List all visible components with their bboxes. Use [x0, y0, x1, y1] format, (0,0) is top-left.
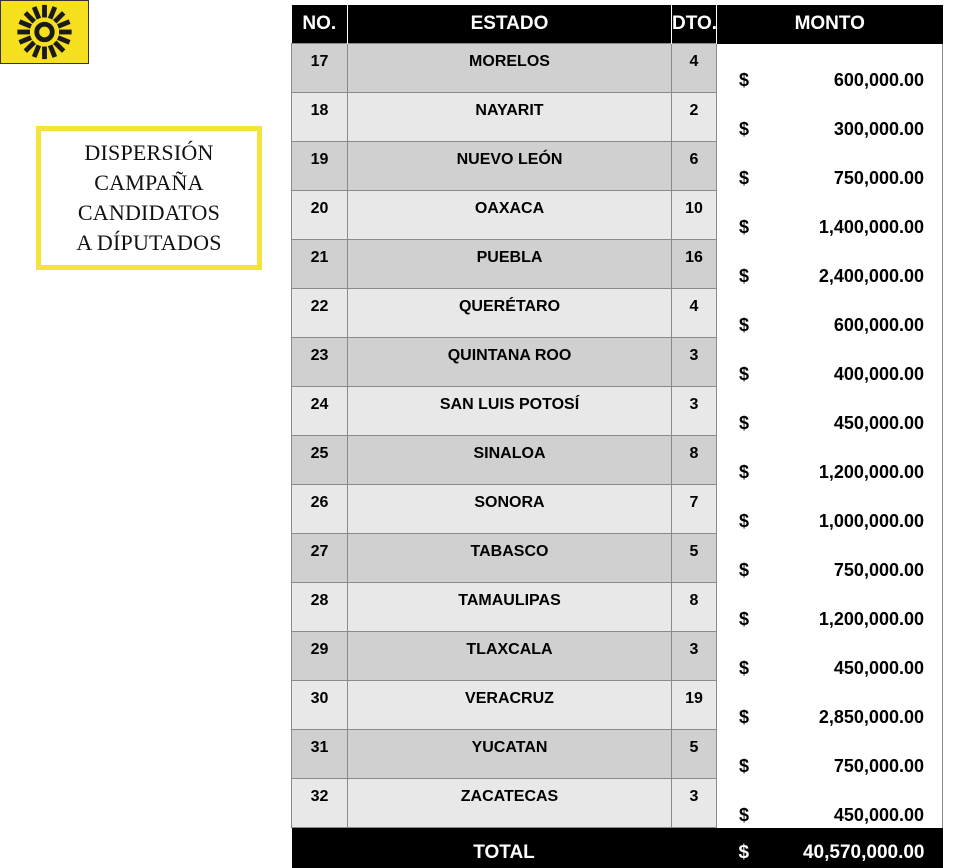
cell-currency: $ [717, 168, 749, 189]
cell-no: 21 [292, 240, 348, 289]
cell-monto-value: 750,000.00 [834, 756, 942, 777]
header-estado: ESTADO [348, 5, 672, 44]
cell-dto: 16 [672, 240, 717, 289]
cell-no: 17 [292, 44, 348, 93]
cell-monto-value: 450,000.00 [834, 658, 942, 679]
cell-estado: TABASCO [348, 534, 672, 583]
cell-currency: $ [717, 462, 749, 483]
cell-estado: TAMAULIPAS [348, 583, 672, 632]
cell-estado: TLAXCALA [348, 632, 672, 681]
page-title: DISPERSIÓN CAMPAÑA CANDIDATOS A DÍPUTADOS [76, 138, 221, 258]
total-row [292, 828, 943, 868]
cell-currency: $ [717, 364, 749, 385]
cell-dto: 3 [672, 338, 717, 387]
cell-estado: NUEVO LEÓN [348, 142, 672, 191]
cell-dto: 3 [672, 387, 717, 436]
aztec-sun-icon [1, 1, 88, 63]
cell-currency: $ [717, 805, 749, 826]
logo [0, 0, 89, 64]
cell-currency: $ [717, 609, 749, 630]
table-row [292, 338, 943, 387]
cell-dto: 3 [672, 779, 717, 828]
table-row [292, 632, 943, 681]
cell-estado: MORELOS [348, 44, 672, 93]
cell-dto: 7 [672, 485, 717, 534]
cell-estado: SONORA [348, 485, 672, 534]
cell-estado: YUCATAN [348, 730, 672, 779]
cell-currency: $ [717, 119, 749, 140]
cell-monto-value: 2,850,000.00 [819, 707, 942, 728]
cell-monto [717, 779, 943, 828]
cell-dto: 4 [672, 44, 717, 93]
cell-monto-value: 450,000.00 [834, 413, 942, 434]
cell-dto: 4 [672, 289, 717, 338]
cell-no: 20 [292, 191, 348, 240]
cell-no: 28 [292, 583, 348, 632]
cell-monto [717, 436, 943, 485]
cell-monto-value: 600,000.00 [834, 315, 942, 336]
cell-monto [717, 583, 943, 632]
table-row [292, 191, 943, 240]
cell-dto: 6 [672, 142, 717, 191]
cell-monto-value: 450,000.00 [834, 805, 942, 826]
cell-no: 19 [292, 142, 348, 191]
cell-monto [717, 387, 943, 436]
header-monto: MONTO [717, 5, 943, 44]
cell-estado: QUINTANA ROO [348, 338, 672, 387]
cell-currency: $ [717, 70, 749, 91]
table-row [292, 534, 943, 583]
table-row [292, 436, 943, 485]
cell-dto: 5 [672, 730, 717, 779]
cell-no: 29 [292, 632, 348, 681]
cell-monto [717, 289, 943, 338]
cell-currency: $ [717, 658, 749, 679]
cell-no: 31 [292, 730, 348, 779]
cell-no: 24 [292, 387, 348, 436]
cell-estado: OAXACA [348, 191, 672, 240]
cell-monto [717, 44, 943, 93]
table-row [292, 44, 943, 93]
cell-dto: 8 [672, 583, 717, 632]
table-row [292, 93, 943, 142]
cell-monto [717, 338, 943, 387]
table-row [292, 240, 943, 289]
cell-monto-value: 750,000.00 [834, 168, 942, 189]
table-row [292, 583, 943, 632]
cell-currency: $ [717, 707, 749, 728]
cell-currency: $ [717, 413, 749, 434]
cell-currency: $ [717, 511, 749, 532]
cell-no: 25 [292, 436, 348, 485]
cell-monto [717, 534, 943, 583]
total-label: TOTAL [292, 828, 717, 868]
cell-monto [717, 730, 943, 779]
cell-no: 30 [292, 681, 348, 730]
total-currency: $ [717, 842, 750, 864]
cell-dto: 5 [672, 534, 717, 583]
cell-currency: $ [717, 560, 749, 581]
cell-monto [717, 632, 943, 681]
table-row [292, 779, 943, 828]
table-body [292, 44, 943, 828]
cell-monto-value: 600,000.00 [834, 70, 942, 91]
cell-currency: $ [717, 266, 749, 287]
cell-no: 26 [292, 485, 348, 534]
cell-monto [717, 485, 943, 534]
cell-currency: $ [717, 756, 749, 777]
cell-currency: $ [717, 315, 749, 336]
cell-dto: 8 [672, 436, 717, 485]
total-monto-cell [717, 828, 943, 868]
cell-monto-value: 750,000.00 [834, 560, 942, 581]
header-no: NO. [292, 5, 348, 44]
title-box [36, 126, 262, 270]
cell-estado: QUERÉTARO [348, 289, 672, 338]
table-row [292, 142, 943, 191]
cell-no: 32 [292, 779, 348, 828]
cell-estado: ZACATECAS [348, 779, 672, 828]
header-dto: DTO. [672, 5, 717, 44]
cell-monto-value: 1,400,000.00 [819, 217, 942, 238]
cell-estado: SINALOA [348, 436, 672, 485]
cell-currency: $ [717, 217, 749, 238]
cell-monto-value: 1,000,000.00 [819, 511, 942, 532]
cell-monto-value: 400,000.00 [834, 364, 942, 385]
cell-estado: VERACRUZ [348, 681, 672, 730]
table-row [292, 289, 943, 338]
cell-dto: 19 [672, 681, 717, 730]
cell-monto-value: 300,000.00 [834, 119, 942, 140]
cell-dto: 3 [672, 632, 717, 681]
total-monto: 40,570,000.00 [803, 842, 943, 864]
table-header-row [292, 5, 943, 44]
cell-monto [717, 191, 943, 240]
cell-no: 23 [292, 338, 348, 387]
cell-dto: 10 [672, 191, 717, 240]
cell-no: 27 [292, 534, 348, 583]
cell-monto [717, 93, 943, 142]
table-row [292, 730, 943, 779]
cell-estado: NAYARIT [348, 93, 672, 142]
cell-dto: 2 [672, 93, 717, 142]
table-row [292, 681, 943, 730]
table-row [292, 387, 943, 436]
table-row [292, 485, 943, 534]
cell-no: 22 [292, 289, 348, 338]
cell-estado: SAN LUIS POTOSÍ [348, 387, 672, 436]
cell-no: 18 [292, 93, 348, 142]
cell-monto-value: 1,200,000.00 [819, 609, 942, 630]
cell-monto [717, 681, 943, 730]
cell-monto [717, 240, 943, 289]
cell-monto-value: 2,400,000.00 [819, 266, 942, 287]
dispersion-table [291, 5, 943, 868]
cell-estado: PUEBLA [348, 240, 672, 289]
cell-monto [717, 142, 943, 191]
cell-monto-value: 1,200,000.00 [819, 462, 942, 483]
